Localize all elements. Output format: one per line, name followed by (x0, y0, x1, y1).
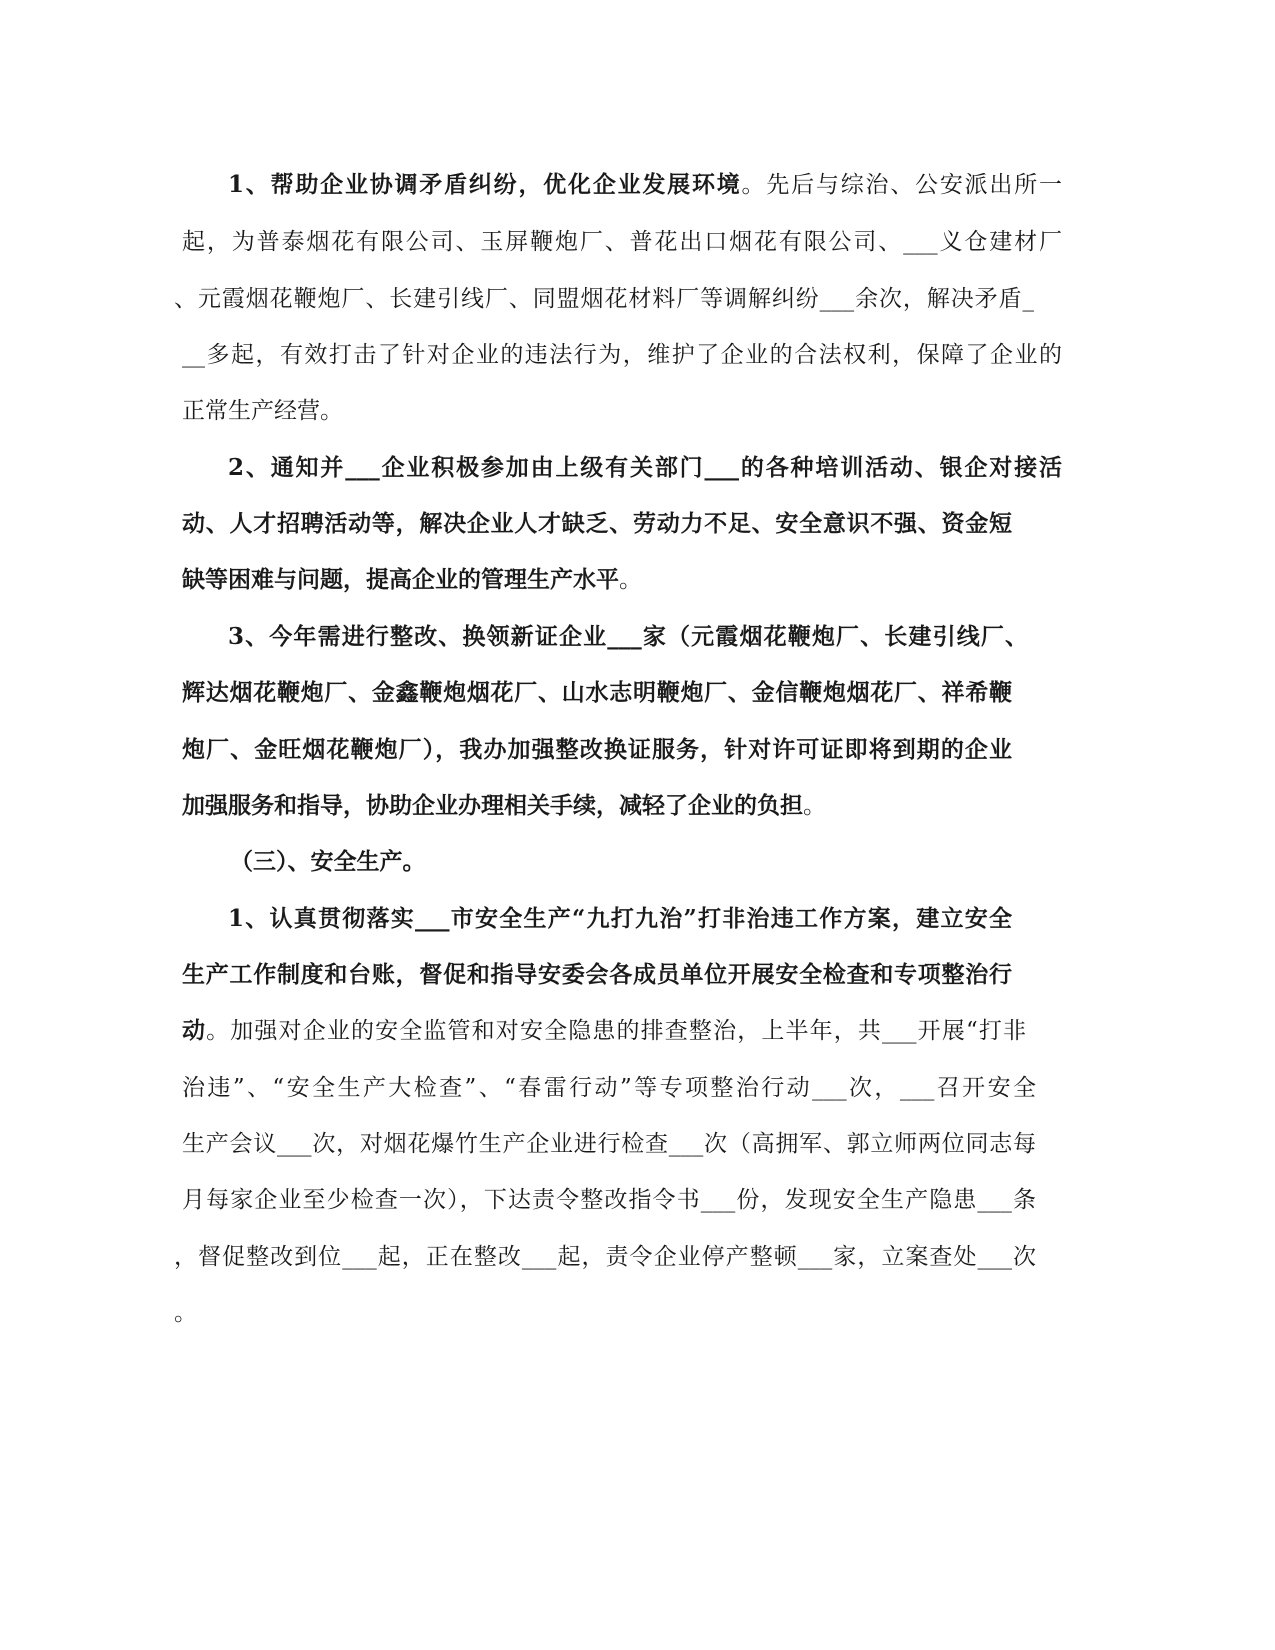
text-run: 月每家企业至少检查一次），下达责令整改指令书___份，发现安全生产隐患___条 (182, 1187, 1036, 1213)
text-line (182, 678, 1012, 708)
text-run: 缺等困难与问题，提高企业的管理生产水平 (182, 566, 619, 593)
text-line (174, 1298, 1054, 1328)
heading-text: （三）、安全生产。 (230, 848, 426, 875)
text-run: ，督促整改到位___起，正在整改___起，责令企业停产整顿___家，立案查处___次 (174, 1244, 1036, 1270)
text-line (182, 1185, 1036, 1215)
text-line (182, 1129, 1036, 1159)
text-run: 。加强对企业的安全监管和对安全隐患的排查整治，上半年，共___开展“打非 (206, 1018, 1026, 1044)
text-line (182, 170, 1062, 200)
text-run: 生产工作制度和台账，督促和指导安委会各成员单位开展安全检查和专项整治行 (182, 961, 1012, 988)
text-run: 。 (619, 567, 642, 593)
text-run: __多起，有效打击了针对企业的违法行为，维护了企业的合法权利，保障了企业的 (182, 342, 1062, 368)
text-run: 炮厂、金旺烟花鞭炮厂），我办加强整改换证服务，针对许可证即将到期的企业 (182, 736, 1012, 763)
text-line (182, 735, 1012, 765)
text-run: 治违”、“安全生产大检查”、“春雷行动”等专项整治行动___次，___召开安全 (182, 1075, 1036, 1101)
text-run: 辉达烟花鞭炮厂、金鑫鞭炮烟花厂、山水志明鞭炮厂、金信鞭炮烟花厂、祥希鞭 (182, 679, 1012, 706)
text-run: 起，为普泰烟花有限公司、玉屏鞭炮厂、普花出口烟花有限公司、___义仓建材厂 (182, 229, 1062, 255)
text-line (182, 622, 1028, 652)
text-run: 动 (182, 1017, 207, 1044)
text-run: 3、今年需进行整改、换领新证企业___家（元霞烟花鞭炮厂、长建引线厂、 (228, 623, 1028, 650)
text-line (182, 960, 1012, 990)
text-run: 动、人才招聘活动等，解决企业人才缺乏、劳动力不足、安全意识不强、资金短 (182, 510, 1012, 537)
text-run: 加强服务和指导，协助企业办理相关手续，减轻了企业的负担 (182, 792, 803, 819)
text-run: 2、通知并___企业积极参加由上级有关部门___的各种培训活动、银企对接活 (228, 454, 1062, 481)
text-run: 正常生产经营。 (182, 398, 343, 424)
text-line (182, 1016, 1026, 1046)
text-run: 。先后与综治、公安派出所一 (741, 172, 1062, 198)
text-line (182, 1073, 1036, 1103)
text-line (174, 284, 1034, 314)
text-line (182, 227, 1062, 257)
text-line (230, 847, 630, 877)
text-line (182, 509, 1012, 539)
text-run: 生产会议___次，对烟花爆竹生产企业进行检查___次（高拥军、郭立师两位同志每 (182, 1131, 1036, 1157)
text-line (182, 791, 1062, 821)
text-line (182, 565, 1062, 595)
text-line (182, 340, 1062, 370)
text-line (182, 453, 1062, 483)
text-run: 、元霞烟花鞭炮厂、长建引线厂、同盟烟花材料厂等调解纠纷___余次，解决矛盾_ (174, 286, 1034, 312)
text-run: 1、认真贯彻落实___市安全生产“九打九治”打非治违工作方案，建立安全 (228, 905, 1012, 932)
text-line (174, 1242, 1036, 1272)
text-line (182, 396, 1062, 426)
text-run: 1、帮助企业协调矛盾纠纷，优化企业发展环境 (228, 171, 742, 198)
text-line (182, 904, 1012, 934)
text-run: 。 (803, 793, 826, 819)
text-run: 。 (174, 1300, 197, 1326)
